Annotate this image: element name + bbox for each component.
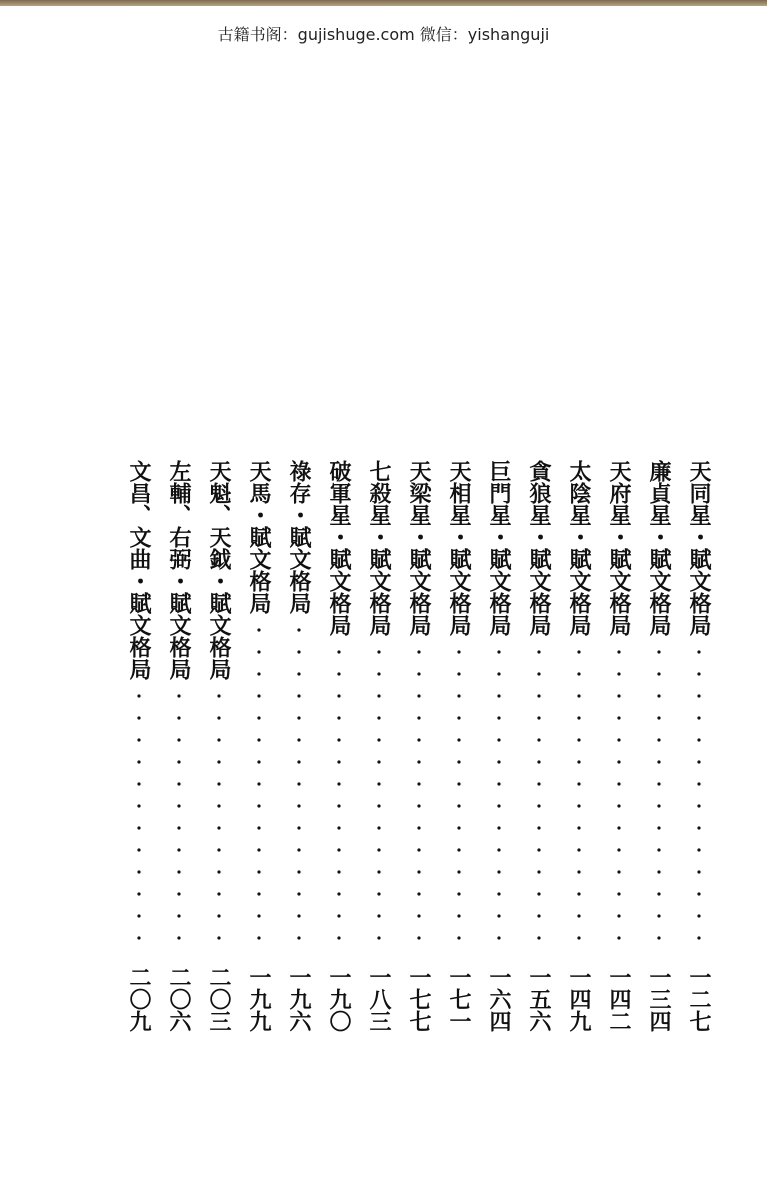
leader-dot	[497, 892, 500, 895]
toc-entry-page: 一四二	[606, 966, 632, 1032]
leader-dot	[257, 738, 260, 741]
leader-dot	[617, 892, 620, 895]
leader-dot	[377, 804, 380, 807]
leader-dot	[297, 782, 300, 785]
leader-dot	[377, 870, 380, 873]
leader-dot	[257, 694, 260, 697]
leader-dot	[617, 738, 620, 741]
leader-dot	[217, 694, 220, 697]
toc-entry-page: 一七一	[446, 966, 472, 1032]
toc-entry-title: 七殺星・賦文格局	[366, 460, 392, 636]
leader-dot	[297, 826, 300, 829]
leader-dot	[657, 826, 660, 829]
leader-dot	[297, 672, 300, 675]
leader-dot	[697, 848, 700, 851]
toc-entry-title: 巨門星・賦文格局	[486, 460, 512, 636]
toc-entry	[204, 460, 234, 1040]
toc-entry-title: 左輔、右弼・賦文格局	[166, 460, 192, 680]
leader-dot	[257, 936, 260, 939]
leader-dot	[337, 914, 340, 917]
leader-dot	[457, 716, 460, 719]
leader-dot	[577, 782, 580, 785]
leader-dot	[537, 716, 540, 719]
leader-dot	[177, 716, 180, 719]
leader-dot	[497, 804, 500, 807]
leader-dot	[137, 760, 140, 763]
toc-entry-title: 文昌、文曲・賦文格局	[126, 460, 152, 680]
leader-dot	[257, 892, 260, 895]
leader-dot	[177, 760, 180, 763]
leader-dot	[657, 870, 660, 873]
toc-entry-title: 廉貞星・賦文格局	[646, 460, 672, 636]
leader-dot	[377, 848, 380, 851]
leader-dot	[457, 826, 460, 829]
leader-dot	[337, 760, 340, 763]
toc-entry-page: 一九九	[246, 966, 272, 1032]
leader-dot	[177, 826, 180, 829]
leader-dots	[204, 692, 234, 958]
leader-dot	[577, 914, 580, 917]
leader-dot	[657, 672, 660, 675]
leader-dot	[177, 694, 180, 697]
leader-dot	[417, 870, 420, 873]
leader-dot	[177, 804, 180, 807]
toc-entry-page: 二〇三	[206, 966, 232, 1032]
leader-dot	[617, 782, 620, 785]
leader-dot	[577, 848, 580, 851]
leader-dot	[137, 804, 140, 807]
leader-dot	[537, 936, 540, 939]
leader-dot	[297, 804, 300, 807]
leader-dot	[457, 892, 460, 895]
leader-dot	[337, 848, 340, 851]
leader-dot	[697, 760, 700, 763]
leader-dots	[284, 626, 314, 958]
leader-dot	[457, 672, 460, 675]
leader-dot	[657, 782, 660, 785]
leader-dot	[497, 826, 500, 829]
leader-dot	[497, 936, 500, 939]
leader-dot	[697, 826, 700, 829]
leader-dot	[337, 892, 340, 895]
leader-dot	[497, 870, 500, 873]
leader-dot	[417, 760, 420, 763]
leader-dot	[217, 848, 220, 851]
leader-dot	[657, 694, 660, 697]
leader-dot	[697, 782, 700, 785]
leader-dot	[537, 760, 540, 763]
leader-dot	[497, 914, 500, 917]
leader-dot	[697, 672, 700, 675]
leader-dot	[377, 936, 380, 939]
leader-dot	[137, 716, 140, 719]
toc-entry-page: 一七七	[406, 966, 432, 1032]
leader-dot	[577, 694, 580, 697]
leader-dot	[297, 760, 300, 763]
leader-dot	[257, 672, 260, 675]
leader-dot	[697, 870, 700, 873]
leader-dot	[257, 914, 260, 917]
leader-dot	[257, 782, 260, 785]
toc-entry	[124, 460, 154, 1040]
leader-dot	[217, 760, 220, 763]
leader-dots	[404, 648, 434, 958]
leader-dots	[684, 648, 714, 958]
toc-entry-page: 一二七	[686, 966, 712, 1032]
leader-dot	[697, 716, 700, 719]
leader-dot	[297, 848, 300, 851]
leader-dot	[577, 738, 580, 741]
leader-dot	[417, 804, 420, 807]
toc-entry-title: 祿存・賦文格局	[286, 460, 312, 614]
toc-entry-title: 天梁星・賦文格局	[406, 460, 432, 636]
leader-dot	[137, 738, 140, 741]
leader-dot	[577, 650, 580, 653]
leader-dot	[177, 782, 180, 785]
leader-dot	[257, 826, 260, 829]
leader-dot	[377, 694, 380, 697]
leader-dot	[577, 892, 580, 895]
leader-dot	[617, 760, 620, 763]
leader-dot	[697, 892, 700, 895]
leader-dots	[164, 692, 194, 958]
leader-dot	[457, 804, 460, 807]
leader-dot	[377, 650, 380, 653]
leader-dot	[177, 870, 180, 873]
leader-dot	[417, 716, 420, 719]
leader-dot	[617, 914, 620, 917]
leader-dot	[297, 650, 300, 653]
leader-dot	[297, 694, 300, 697]
leader-dot	[337, 650, 340, 653]
leader-dot	[297, 870, 300, 873]
leader-dot	[657, 848, 660, 851]
toc-entry-page: 一八三	[366, 966, 392, 1032]
leader-dot	[457, 738, 460, 741]
leader-dot	[497, 738, 500, 741]
leader-dot	[297, 936, 300, 939]
toc-entry	[564, 460, 594, 1040]
leader-dot	[417, 936, 420, 939]
leader-dot	[417, 914, 420, 917]
leader-dot	[297, 716, 300, 719]
leader-dots	[524, 648, 554, 958]
leader-dot	[537, 826, 540, 829]
leader-dot	[457, 936, 460, 939]
leader-dot	[257, 848, 260, 851]
toc-entry-page: 二〇九	[126, 966, 152, 1032]
leader-dot	[617, 672, 620, 675]
leader-dot	[497, 760, 500, 763]
leader-dot	[137, 914, 140, 917]
leader-dot	[577, 870, 580, 873]
leader-dot	[337, 738, 340, 741]
leader-dot	[377, 914, 380, 917]
leader-dot	[417, 826, 420, 829]
leader-dot	[697, 936, 700, 939]
leader-dot	[417, 848, 420, 851]
leader-dot	[257, 804, 260, 807]
leader-dot	[217, 826, 220, 829]
leader-dot	[217, 804, 220, 807]
leader-dot	[537, 672, 540, 675]
leader-dot	[457, 760, 460, 763]
leader-dot	[457, 914, 460, 917]
leader-dot	[297, 628, 300, 631]
leader-dot	[257, 870, 260, 873]
leader-dot	[217, 782, 220, 785]
top-border	[0, 0, 767, 6]
leader-dot	[697, 804, 700, 807]
toc-entry	[284, 460, 314, 1040]
leader-dots	[604, 648, 634, 958]
toc-entry	[484, 460, 514, 1040]
leader-dot	[577, 760, 580, 763]
leader-dot	[377, 760, 380, 763]
leader-dot	[377, 672, 380, 675]
leader-dot	[377, 892, 380, 895]
toc-entry	[684, 460, 714, 1040]
leader-dot	[217, 892, 220, 895]
leader-dot	[257, 650, 260, 653]
leader-dot	[137, 782, 140, 785]
leader-dot	[257, 716, 260, 719]
leader-dot	[537, 804, 540, 807]
toc-entry-title: 太陰星・賦文格局	[566, 460, 592, 636]
toc-entry	[164, 460, 194, 1040]
leader-dot	[577, 826, 580, 829]
leader-dot	[577, 936, 580, 939]
leader-dot	[657, 892, 660, 895]
toc-entry-page: 一三四	[646, 966, 672, 1032]
toc-entry-title: 天府星・賦文格局	[606, 460, 632, 636]
leader-dots	[444, 648, 474, 958]
watermark-text: 古籍书阁：gujishuge.com 微信：yishanguji	[217, 25, 550, 44]
leader-dot	[457, 870, 460, 873]
leader-dot	[217, 738, 220, 741]
toc-entry-page: 一六四	[486, 966, 512, 1032]
leader-dot	[577, 804, 580, 807]
leader-dot	[617, 826, 620, 829]
leader-dot	[617, 870, 620, 873]
leader-dot	[697, 914, 700, 917]
toc-entry-title: 破軍星・賦文格局	[326, 460, 352, 636]
leader-dot	[497, 650, 500, 653]
table-of-contents	[0, 460, 767, 1060]
leader-dot	[297, 738, 300, 741]
leader-dot	[617, 650, 620, 653]
leader-dot	[497, 694, 500, 697]
leader-dot	[377, 782, 380, 785]
leader-dot	[657, 650, 660, 653]
toc-entry-title: 天相星・賦文格局	[446, 460, 472, 636]
leader-dot	[137, 694, 140, 697]
leader-dot	[177, 914, 180, 917]
leader-dot	[497, 848, 500, 851]
toc-entry-title: 貪狼星・賦文格局	[526, 460, 552, 636]
leader-dot	[537, 892, 540, 895]
leader-dot	[177, 738, 180, 741]
leader-dot	[217, 936, 220, 939]
leader-dot	[497, 716, 500, 719]
leader-dot	[457, 782, 460, 785]
leader-dots	[244, 626, 274, 958]
leader-dots	[364, 648, 394, 958]
leader-dot	[137, 936, 140, 939]
leader-dot	[217, 870, 220, 873]
leader-dot	[377, 826, 380, 829]
leader-dot	[617, 716, 620, 719]
leader-dot	[577, 672, 580, 675]
leader-dot	[257, 760, 260, 763]
leader-dot	[337, 782, 340, 785]
leader-dot	[417, 694, 420, 697]
toc-entry-page: 一四九	[566, 966, 592, 1032]
leader-dot	[617, 936, 620, 939]
leader-dot	[617, 694, 620, 697]
leader-dot	[137, 848, 140, 851]
leader-dot	[697, 694, 700, 697]
toc-entry-page: 一五六	[526, 966, 552, 1032]
leader-dot	[417, 650, 420, 653]
leader-dot	[697, 650, 700, 653]
leader-dot	[217, 914, 220, 917]
toc-entry-title: 天馬・賦文格局	[246, 460, 272, 614]
leader-dot	[497, 782, 500, 785]
leader-dot	[537, 694, 540, 697]
toc-entry-title: 天同星・賦文格局	[686, 460, 712, 636]
leader-dot	[377, 738, 380, 741]
leader-dot	[457, 694, 460, 697]
leader-dot	[297, 892, 300, 895]
leader-dot	[657, 716, 660, 719]
toc-entry-title: 天魁、天鉞・賦文格局	[206, 460, 232, 680]
toc-entry	[404, 460, 434, 1040]
leader-dot	[617, 804, 620, 807]
leader-dot	[137, 826, 140, 829]
leader-dot	[337, 870, 340, 873]
toc-entry	[444, 460, 474, 1040]
leader-dot	[537, 870, 540, 873]
leader-dot	[337, 694, 340, 697]
leader-dot	[177, 936, 180, 939]
leader-dot	[657, 914, 660, 917]
leader-dot	[577, 716, 580, 719]
leader-dots	[564, 648, 594, 958]
leader-dot	[417, 782, 420, 785]
leader-dot	[537, 782, 540, 785]
leader-dot	[337, 936, 340, 939]
leader-dot	[417, 672, 420, 675]
leader-dot	[177, 892, 180, 895]
leader-dot	[697, 738, 700, 741]
toc-entry	[604, 460, 634, 1040]
leader-dot	[657, 738, 660, 741]
leader-dot	[337, 716, 340, 719]
leader-dot	[217, 716, 220, 719]
toc-entry	[524, 460, 554, 1040]
leader-dot	[417, 738, 420, 741]
leader-dot	[657, 936, 660, 939]
leader-dot	[657, 804, 660, 807]
toc-entry-page: 二〇六	[166, 966, 192, 1032]
leader-dot	[337, 672, 340, 675]
toc-entry-page: 一九六	[286, 966, 312, 1032]
leader-dot	[337, 804, 340, 807]
leader-dot	[537, 848, 540, 851]
leader-dot	[457, 848, 460, 851]
leader-dots	[324, 648, 354, 958]
leader-dot	[337, 826, 340, 829]
toc-entry	[244, 460, 274, 1040]
toc-entry	[644, 460, 674, 1040]
leader-dot	[417, 892, 420, 895]
leader-dot	[537, 914, 540, 917]
leader-dots	[124, 692, 154, 958]
toc-entry-page: 一九〇	[326, 966, 352, 1032]
leader-dot	[657, 760, 660, 763]
leader-dot	[457, 650, 460, 653]
leader-dot	[137, 892, 140, 895]
leader-dot	[497, 672, 500, 675]
leader-dot	[537, 738, 540, 741]
leader-dots	[484, 648, 514, 958]
leader-dots	[644, 648, 674, 958]
toc-entry	[364, 460, 394, 1040]
leader-dot	[377, 716, 380, 719]
leader-dot	[537, 650, 540, 653]
leader-dot	[297, 914, 300, 917]
leader-dot	[137, 870, 140, 873]
leader-dot	[257, 628, 260, 631]
leader-dot	[177, 848, 180, 851]
leader-dot	[617, 848, 620, 851]
toc-entry	[324, 460, 354, 1040]
